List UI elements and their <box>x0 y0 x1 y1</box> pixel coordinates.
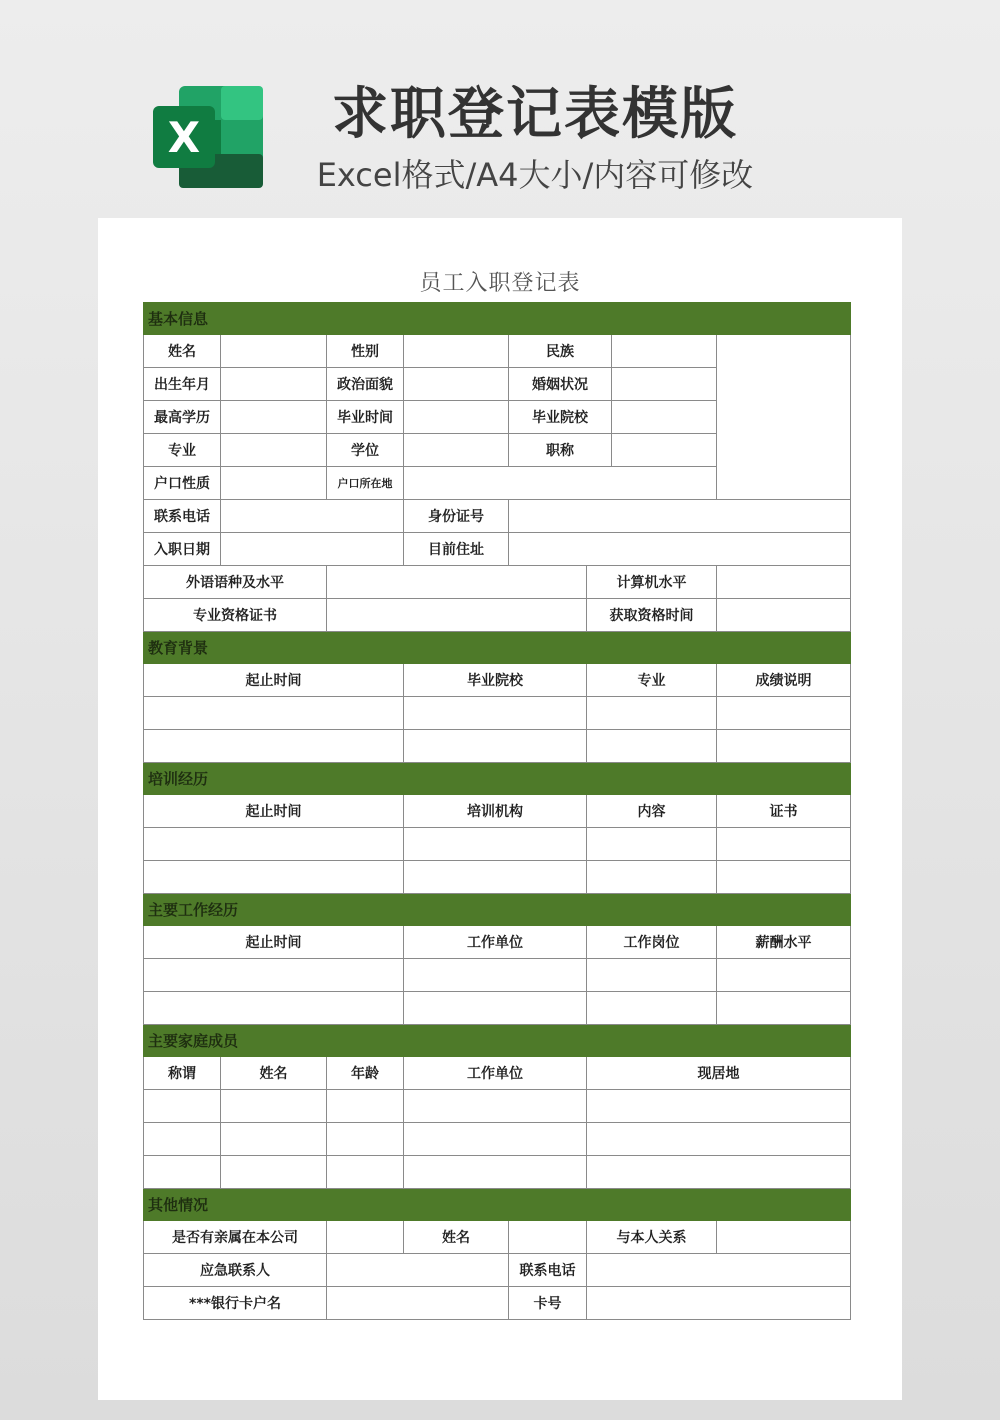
section-family: 主要家庭成员 <box>144 1025 851 1057</box>
label-degree: 学位 <box>327 434 404 467</box>
table-row <box>144 828 851 861</box>
family-cell[interactable] <box>144 1156 221 1189</box>
label-birth: 出生年月 <box>144 368 221 401</box>
family-col-age: 年龄 <box>327 1057 404 1090</box>
field-relative[interactable] <box>327 1221 404 1254</box>
label-language: 外语语种及水平 <box>144 566 327 599</box>
field-certificate[interactable] <box>327 599 587 632</box>
work-cell[interactable] <box>144 959 404 992</box>
field-language[interactable] <box>327 566 587 599</box>
label-emergency-phone: 联系电话 <box>509 1254 587 1287</box>
work-cell[interactable] <box>587 992 717 1025</box>
edu-cell[interactable] <box>144 697 404 730</box>
registration-table <box>143 302 851 1320</box>
label-id-number: 身份证号 <box>404 500 509 533</box>
train-cell[interactable] <box>587 861 717 894</box>
family-cell[interactable] <box>221 1123 327 1156</box>
section-work: 主要工作经历 <box>144 894 851 926</box>
form-title: 员工入职登记表 <box>419 271 581 296</box>
field-hukou-type[interactable] <box>221 467 327 500</box>
field-relation[interactable] <box>717 1221 851 1254</box>
train-col-content: 内容 <box>587 795 717 828</box>
excel-logo-icon <box>153 86 263 188</box>
family-cell[interactable] <box>327 1156 404 1189</box>
field-education[interactable] <box>221 401 327 434</box>
label-relative: 是否有亲属在本公司 <box>144 1221 327 1254</box>
family-col-residence: 现居地 <box>587 1057 851 1090</box>
label-grad-time: 毕业时间 <box>327 401 404 434</box>
field-computer[interactable] <box>717 566 851 599</box>
label-join-date: 入职日期 <box>144 533 221 566</box>
work-cell[interactable] <box>717 959 851 992</box>
label-emergency: 应急联系人 <box>144 1254 327 1287</box>
table-row <box>144 1123 851 1156</box>
field-grad-time[interactable] <box>404 401 509 434</box>
edu-cell[interactable] <box>404 730 587 763</box>
label-marital: 婚姻状况 <box>509 368 612 401</box>
label-bank-holder: ***银行卡户名 <box>144 1287 327 1320</box>
field-name[interactable] <box>221 335 327 368</box>
work-col-position: 工作岗位 <box>587 926 717 959</box>
field-bank-holder[interactable] <box>327 1287 509 1320</box>
train-cell[interactable] <box>717 828 851 861</box>
field-hukou-place[interactable] <box>404 467 717 500</box>
family-cell[interactable] <box>404 1123 587 1156</box>
edu-cell[interactable] <box>717 697 851 730</box>
work-col-period: 起止时间 <box>144 926 404 959</box>
field-cert-time[interactable] <box>717 599 851 632</box>
table-row <box>144 697 851 730</box>
form-paper <box>98 218 902 1400</box>
family-col-name: 姓名 <box>221 1057 327 1090</box>
family-cell[interactable] <box>404 1090 587 1123</box>
field-gender[interactable] <box>404 335 509 368</box>
train-cell[interactable] <box>144 861 404 894</box>
work-cell[interactable] <box>144 992 404 1025</box>
label-address: 目前住址 <box>404 533 509 566</box>
family-col-relation: 称谓 <box>144 1057 221 1090</box>
section-other: 其他情况 <box>144 1189 851 1221</box>
section-basic: 基本信息 <box>144 303 851 335</box>
edu-cell[interactable] <box>404 697 587 730</box>
section-education: 教育背景 <box>144 632 851 664</box>
field-phone[interactable] <box>221 500 404 533</box>
table-row <box>144 1090 851 1123</box>
table-row <box>144 861 851 894</box>
page-title: 求职登记表模版 <box>332 82 738 147</box>
label-hukou-type: 户口性质 <box>144 467 221 500</box>
field-ethnicity[interactable] <box>612 335 717 368</box>
family-cell[interactable] <box>587 1156 851 1189</box>
label-major: 专业 <box>144 434 221 467</box>
work-col-company: 工作单位 <box>404 926 587 959</box>
label-cert-time: 获取资格时间 <box>587 599 717 632</box>
logo-letter: X <box>167 113 201 162</box>
edu-col-period: 起止时间 <box>144 664 404 697</box>
family-cell[interactable] <box>327 1123 404 1156</box>
field-grad-school[interactable] <box>612 401 717 434</box>
work-cell[interactable] <box>587 959 717 992</box>
table-row <box>144 992 851 1025</box>
table-row <box>144 1156 851 1189</box>
field-card[interactable] <box>587 1287 851 1320</box>
train-cell[interactable] <box>404 828 587 861</box>
train-col-period: 起止时间 <box>144 795 404 828</box>
family-cell[interactable] <box>221 1156 327 1189</box>
edu-col-major: 专业 <box>587 664 717 697</box>
train-cell[interactable] <box>404 861 587 894</box>
family-col-company: 工作单位 <box>404 1057 587 1090</box>
field-join-date[interactable] <box>221 533 404 566</box>
train-cell[interactable] <box>717 861 851 894</box>
section-training: 培训经历 <box>144 763 851 795</box>
train-cell[interactable] <box>587 828 717 861</box>
label-hukou-place: 户口所在地 <box>327 467 404 500</box>
field-marital[interactable] <box>612 368 717 401</box>
family-cell[interactable] <box>587 1090 851 1123</box>
label-computer: 计算机水平 <box>587 566 717 599</box>
work-col-salary: 薪酬水平 <box>717 926 851 959</box>
family-cell[interactable] <box>327 1090 404 1123</box>
family-cell[interactable] <box>404 1156 587 1189</box>
label-education: 最高学历 <box>144 401 221 434</box>
field-relative-name[interactable] <box>509 1221 587 1254</box>
edu-cell[interactable] <box>144 730 404 763</box>
family-cell[interactable] <box>587 1123 851 1156</box>
field-emergency[interactable] <box>327 1254 509 1287</box>
edu-col-school: 毕业院校 <box>404 664 587 697</box>
label-card: 卡号 <box>509 1287 587 1320</box>
label-gender: 性别 <box>327 335 404 368</box>
field-address[interactable] <box>509 533 851 566</box>
edu-cell[interactable] <box>587 697 717 730</box>
table-row <box>144 959 851 992</box>
field-id-number[interactable] <box>509 500 851 533</box>
photo-box[interactable] <box>717 335 851 500</box>
field-job-title[interactable] <box>612 434 717 467</box>
label-phone: 联系电话 <box>144 500 221 533</box>
label-political: 政治面貌 <box>327 368 404 401</box>
edu-cell[interactable] <box>717 730 851 763</box>
label-certificate: 专业资格证书 <box>144 599 327 632</box>
field-degree[interactable] <box>404 434 509 467</box>
train-cell[interactable] <box>144 828 404 861</box>
label-job-title: 职称 <box>509 434 612 467</box>
field-emergency-phone[interactable] <box>587 1254 851 1287</box>
label-relation: 与本人关系 <box>587 1221 717 1254</box>
work-cell[interactable] <box>404 959 587 992</box>
family-cell[interactable] <box>221 1090 327 1123</box>
page-subtitle: Excel格式/A4大小/内容可修改 <box>316 156 754 194</box>
table-row <box>144 730 851 763</box>
train-col-org: 培训机构 <box>404 795 587 828</box>
edu-cell[interactable] <box>587 730 717 763</box>
label-relative-name: 姓名 <box>404 1221 509 1254</box>
work-cell[interactable] <box>404 992 587 1025</box>
family-cell[interactable] <box>144 1090 221 1123</box>
label-name: 姓名 <box>144 335 221 368</box>
work-cell[interactable] <box>717 992 851 1025</box>
field-major[interactable] <box>221 434 327 467</box>
label-ethnicity: 民族 <box>509 335 612 368</box>
field-political[interactable] <box>404 368 509 401</box>
field-birth[interactable] <box>221 368 327 401</box>
edu-col-grades: 成绩说明 <box>717 664 851 697</box>
family-cell[interactable] <box>144 1123 221 1156</box>
train-col-cert: 证书 <box>717 795 851 828</box>
label-grad-school: 毕业院校 <box>509 401 612 434</box>
